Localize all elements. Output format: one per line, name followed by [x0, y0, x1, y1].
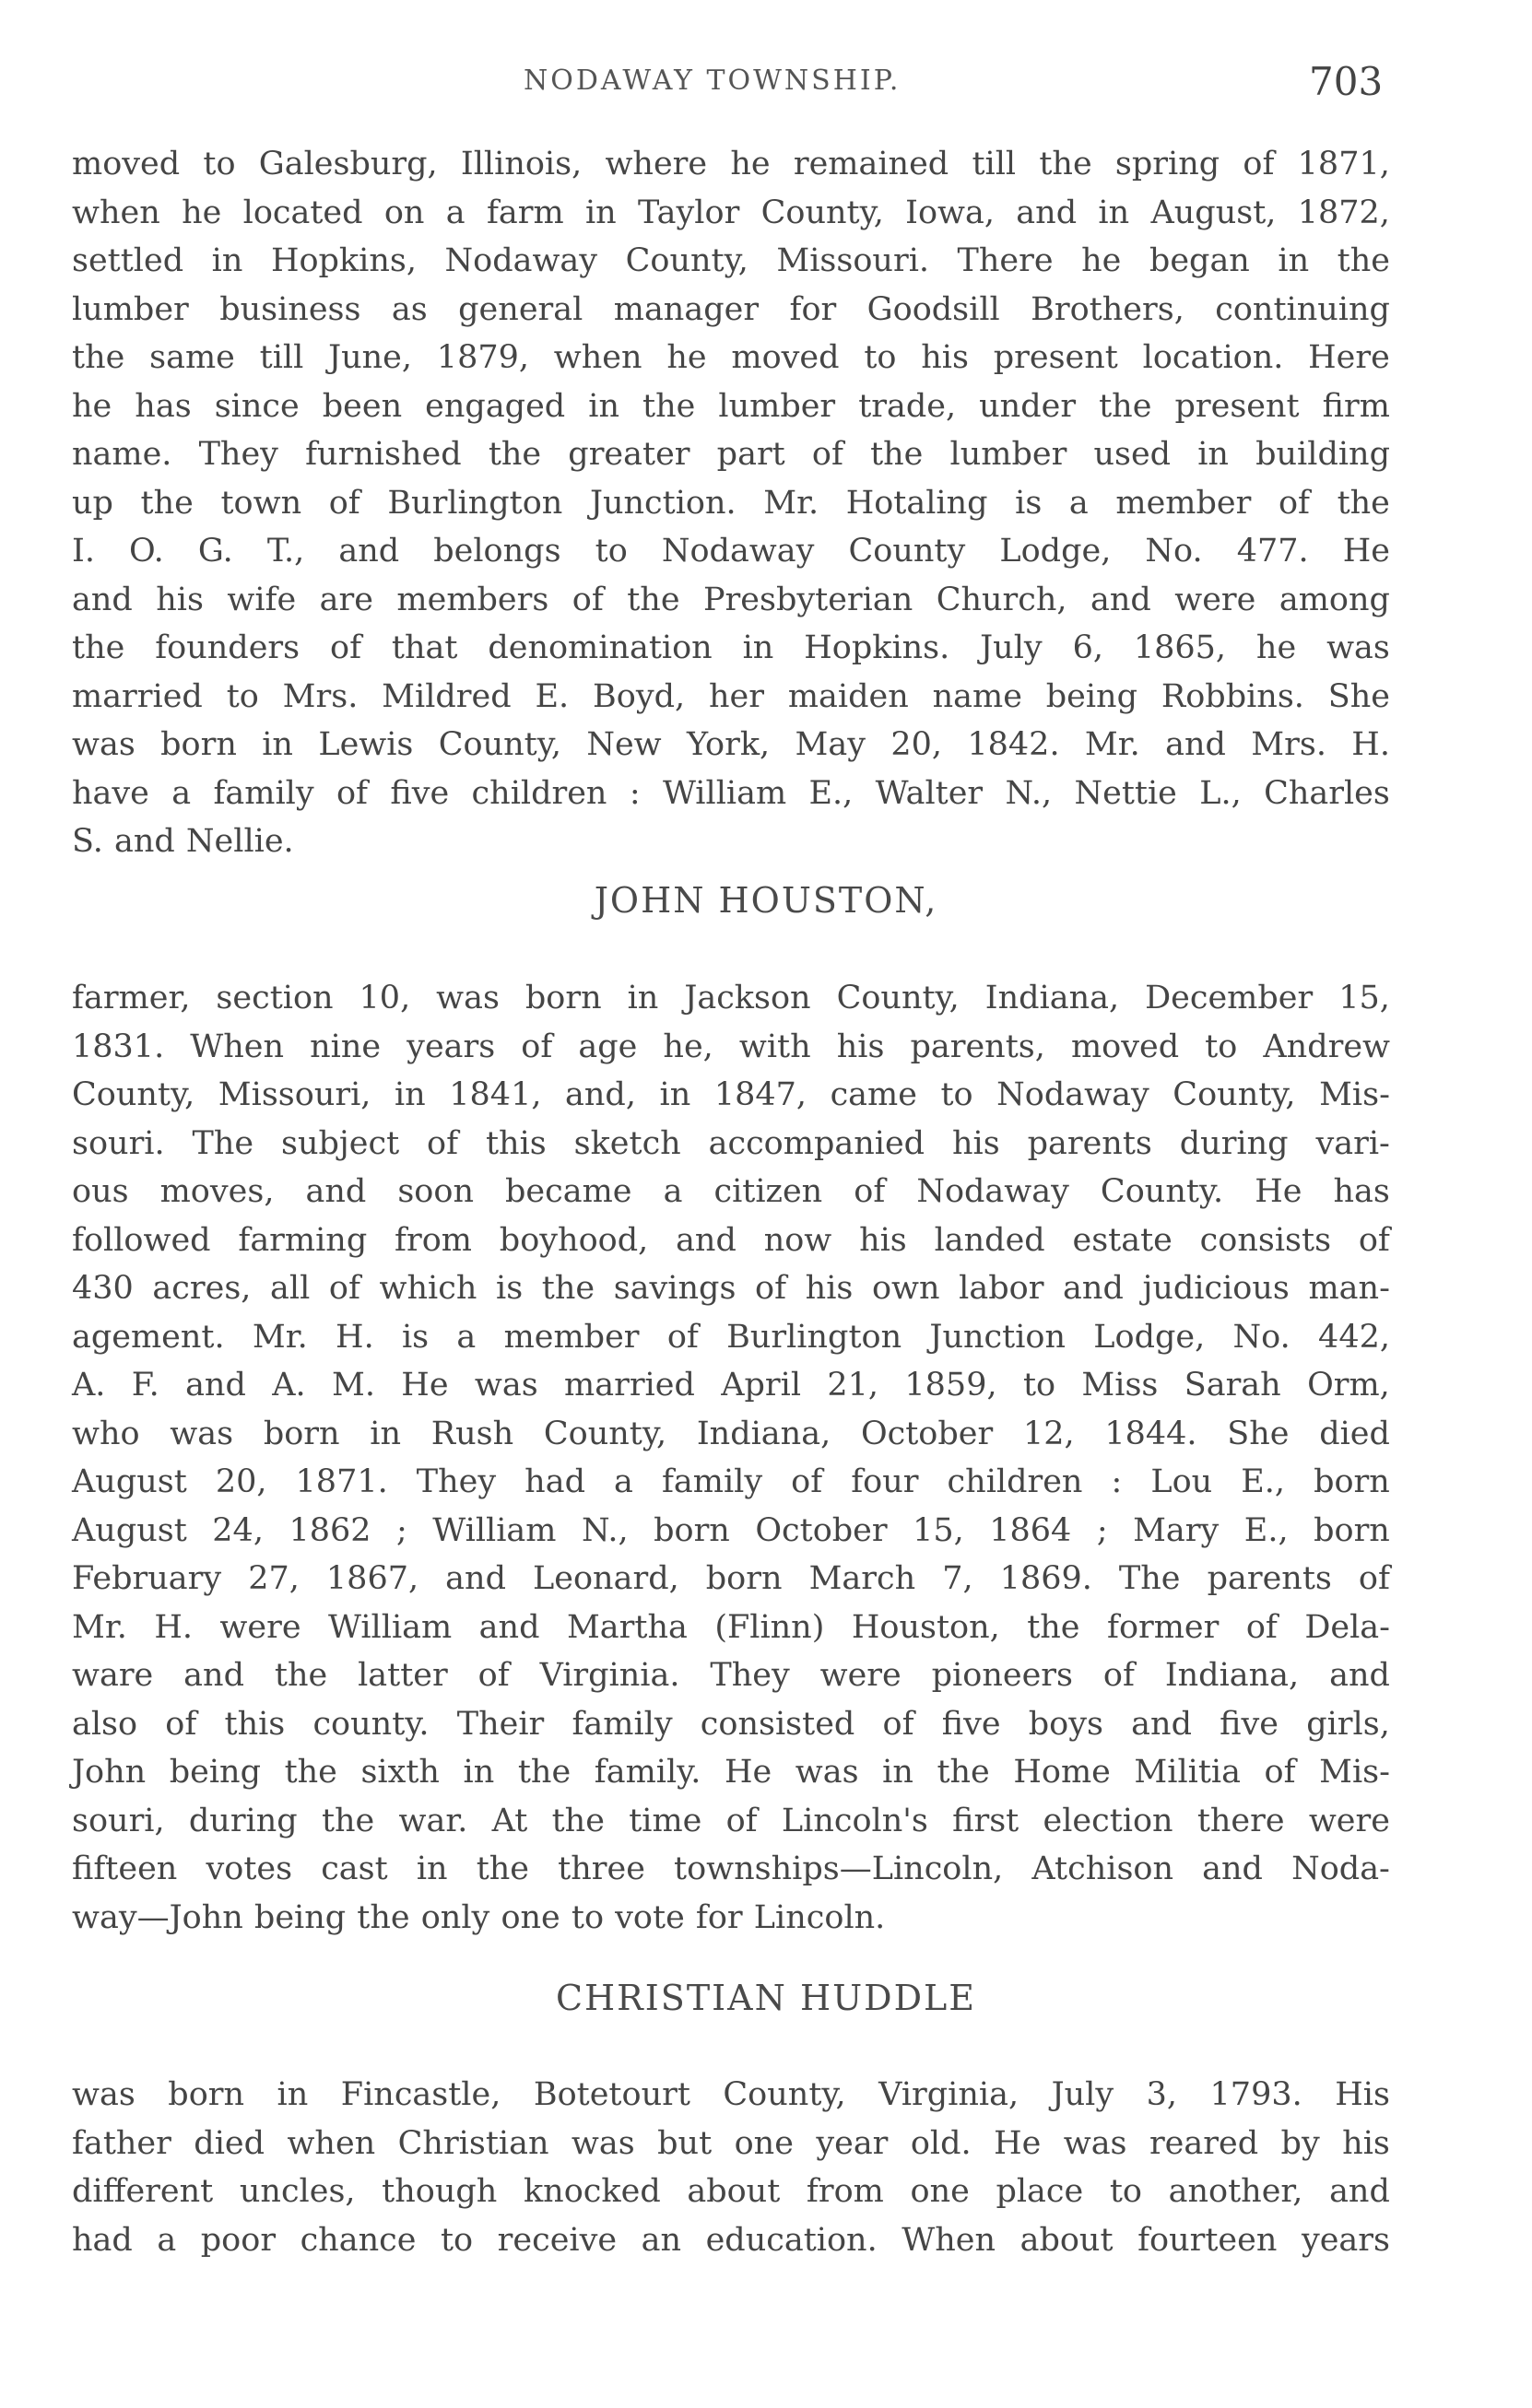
text-line: was born in Fincastle, Botetourt County, Virginia, July 3, 1793. His	[72, 2076, 1390, 2113]
text-line: who was born in Rush County, Indiana, October 12, 1844. She died	[72, 1415, 1390, 1452]
text-line: I. O. G. T., and belongs to Nodaway County Lodge, No. 477. He	[72, 533, 1390, 570]
text-line: married to Mrs. Mildred E. Boyd, her maiden name being Robbins. She	[72, 677, 1390, 715]
text-line: August 20, 1871. They had a family of four children : Lou E., born	[72, 1463, 1390, 1500]
text-line: and his wife are members of the Presbyterian Church, and were among	[72, 581, 1390, 618]
section-heading-christian-huddle: CHRISTIAN HUDDLE	[555, 1978, 977, 2018]
text-line: was born in Lewis County, New York, May 20, 1842. Mr. and Mrs. H.	[72, 726, 1390, 763]
huddle-paragraph	[72, 2071, 1390, 2264]
text-line: settled in Hopkins, Nodaway County, Missouri. There he began in the	[72, 242, 1390, 279]
text-line: John being the sixth in the family. He was in the Home Militia of Mis-	[72, 1754, 1390, 1791]
text-line: Mr. H. were William and Martha (Flinn) Houston, the former of Dela-	[72, 1608, 1390, 1646]
text-line: 1831. When nine years of age he, with his parents, moved to Andrew	[72, 1028, 1390, 1065]
running-title: NODAWAY TOWNSHIP.	[524, 65, 902, 97]
text-line: lumber business as general manager for Goodsill Brothers, continuing	[72, 290, 1390, 328]
text-line: he has since been engaged in the lumber trade, under the present firm	[72, 387, 1390, 425]
houston-paragraph	[72, 974, 1390, 1942]
text-line: agement. Mr. H. is a member of Burlington Junction Lodge, No. 442,	[72, 1318, 1390, 1356]
text-line: way—John being the only one to vote for Lincoln.	[72, 1898, 886, 1936]
page-number: 703	[1309, 59, 1384, 104]
text-line: also of this county. Their family consisted of five boys and five girls,	[72, 1705, 1390, 1743]
running-head	[0, 59, 1532, 111]
text-line: different uncles, though knocked about from one place to another, and	[72, 2173, 1390, 2210]
text-line: fifteen votes cast in the three townships—Lincoln, Atchison and Noda-	[72, 1850, 1390, 1887]
text-line: the same till June, 1879, when he moved to his present location. Here	[72, 339, 1390, 376]
text-line: the founders of that denomination in Hopkins. July 6, 1865, he was	[72, 629, 1390, 666]
text-line: August 24, 1862 ; William N., born October 15, 1864 ; Mary E., born	[72, 1511, 1390, 1549]
text-line: February 27, 1867, and Leonard, born March 7, 1869. The parents of	[72, 1560, 1390, 1597]
text-line: ous moves, and soon became a citizen of Nodaway County. He has	[72, 1173, 1390, 1210]
text-line: have a family of five children : William E., Walter N., Nettie L., Charles	[72, 774, 1390, 812]
text-line: father died when Christian was but one year old. He was reared by his	[72, 2124, 1390, 2162]
text-line: when he located on a farm in Taylor County, Iowa, and in August, 1872,	[72, 194, 1390, 231]
text-line: A. F. and A. M. He was married April 21, 1859, to Miss Sarah Orm,	[72, 1367, 1390, 1404]
text-line: ware and the latter of Virginia. They were pioneers of Indiana, and	[72, 1657, 1390, 1694]
text-line: moved to Galesburg, Illinois, where he remained till the spring of 1871,	[72, 146, 1390, 182]
text-line: souri, during the war. At the time of Lincoln's first election there were	[72, 1802, 1390, 1839]
text-line: up the town of Burlington Junction. Mr. Hotaling is a member of the	[72, 484, 1390, 522]
hotaling-paragraph	[72, 140, 1390, 866]
text-line: County, Missouri, in 1841, and, in 1847, came to Nodaway County, Mis-	[72, 1076, 1390, 1113]
text-line: followed farming from boyhood, and now his landed estate consists of	[72, 1221, 1390, 1259]
section-heading-john-houston: JOHN HOUSTON,	[594, 880, 938, 921]
text-line: had a poor chance to receive an education. When about fourteen years	[72, 2221, 1390, 2259]
text-line: 430 acres, all of which is the savings of his own labor and judicious man-	[72, 1270, 1390, 1307]
text-line: S. and Nellie.	[72, 823, 294, 860]
text-line: farmer, section 10, was born in Jackson County, Indiana, December 15,	[72, 980, 1390, 1016]
text-line: name. They furnished the greater part of the lumber used in building	[72, 436, 1390, 473]
text-line: souri. The subject of this sketch accompanied his parents during vari-	[72, 1124, 1390, 1162]
